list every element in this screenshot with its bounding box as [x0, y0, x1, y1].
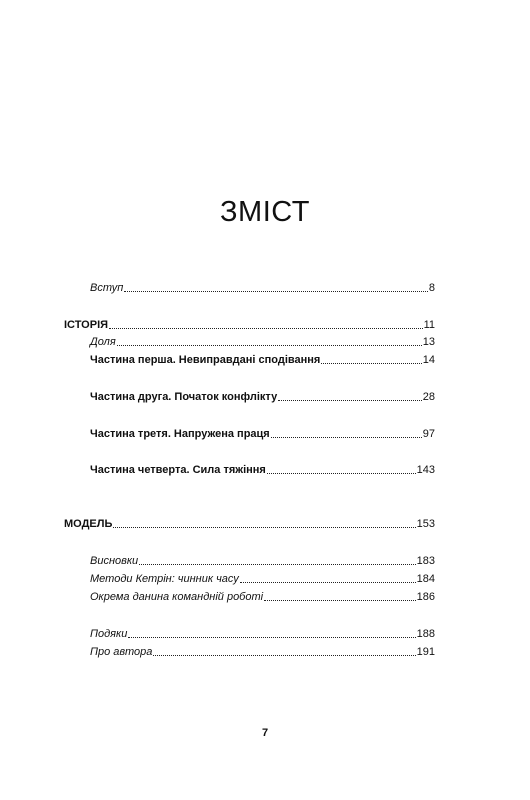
toc-page-number: 184	[416, 573, 435, 585]
dot-leader	[153, 646, 415, 656]
dot-leader	[113, 518, 415, 528]
toc-label: Частина друга. Початок конфлікту	[90, 391, 278, 403]
toc-label: Частина перша. Невиправдані сподівання	[90, 354, 321, 366]
toc-label: Про автора	[90, 646, 153, 658]
toc-label: МОДЕЛЬ	[64, 518, 113, 530]
toc-label: Доля	[90, 336, 116, 348]
dot-leader	[271, 428, 422, 438]
toc-label: Методи Кетрін: чинник часу	[90, 573, 239, 585]
toc-page-number: 186	[416, 591, 435, 603]
dot-leader	[109, 319, 423, 329]
toc-label: Окрема данина командній роботі	[90, 591, 264, 603]
toc-entry-part2	[90, 390, 435, 404]
toc-label: Висновки	[90, 555, 139, 567]
toc-label: ІСТОРІЯ	[64, 319, 109, 331]
dot-leader	[124, 282, 428, 292]
page-title: ЗМІСТ	[220, 196, 310, 228]
toc-page-number: 14	[422, 354, 435, 366]
toc-entry-intro	[90, 281, 435, 295]
dot-leader	[321, 354, 421, 364]
toc-page-number: 188	[416, 628, 435, 640]
toc-page-number: 143	[416, 464, 435, 476]
toc-entry-part3	[90, 427, 435, 441]
toc-label: Частина четверта. Сила тяжіння	[90, 464, 266, 476]
toc-page-number: 153	[416, 518, 435, 530]
toc-page-number: 183	[416, 555, 435, 567]
toc-label: Подяки	[90, 628, 128, 640]
toc-entry-methods	[90, 572, 435, 586]
toc-entry-about	[90, 645, 435, 659]
toc-entry-thanks	[90, 627, 435, 641]
toc-page-number: 97	[422, 428, 435, 440]
toc-page-number: 8	[428, 282, 435, 294]
toc-page-number: 28	[422, 391, 435, 403]
page-number: 7	[261, 727, 269, 739]
dot-leader	[117, 336, 422, 346]
dot-leader	[267, 464, 416, 474]
toc-label: Вступ	[90, 282, 124, 294]
toc-entry-model	[64, 517, 435, 531]
dot-leader	[240, 573, 416, 583]
toc-entry-history	[64, 318, 435, 332]
toc-entry-part4	[90, 463, 435, 477]
toc-page-number: 13	[422, 336, 435, 348]
toc-page-number: 191	[416, 646, 435, 658]
toc-label: Частина третя. Напружена праця	[90, 428, 270, 440]
dot-leader	[139, 555, 415, 565]
toc-entry-part1	[90, 353, 435, 367]
dot-leader	[264, 591, 416, 601]
toc-entry-tribute	[90, 590, 435, 604]
toc-entry-fate	[90, 335, 435, 349]
dot-leader	[278, 391, 422, 401]
toc-page-number: 11	[423, 319, 435, 331]
toc-entry-conclusions	[90, 554, 435, 568]
dot-leader	[128, 628, 415, 638]
